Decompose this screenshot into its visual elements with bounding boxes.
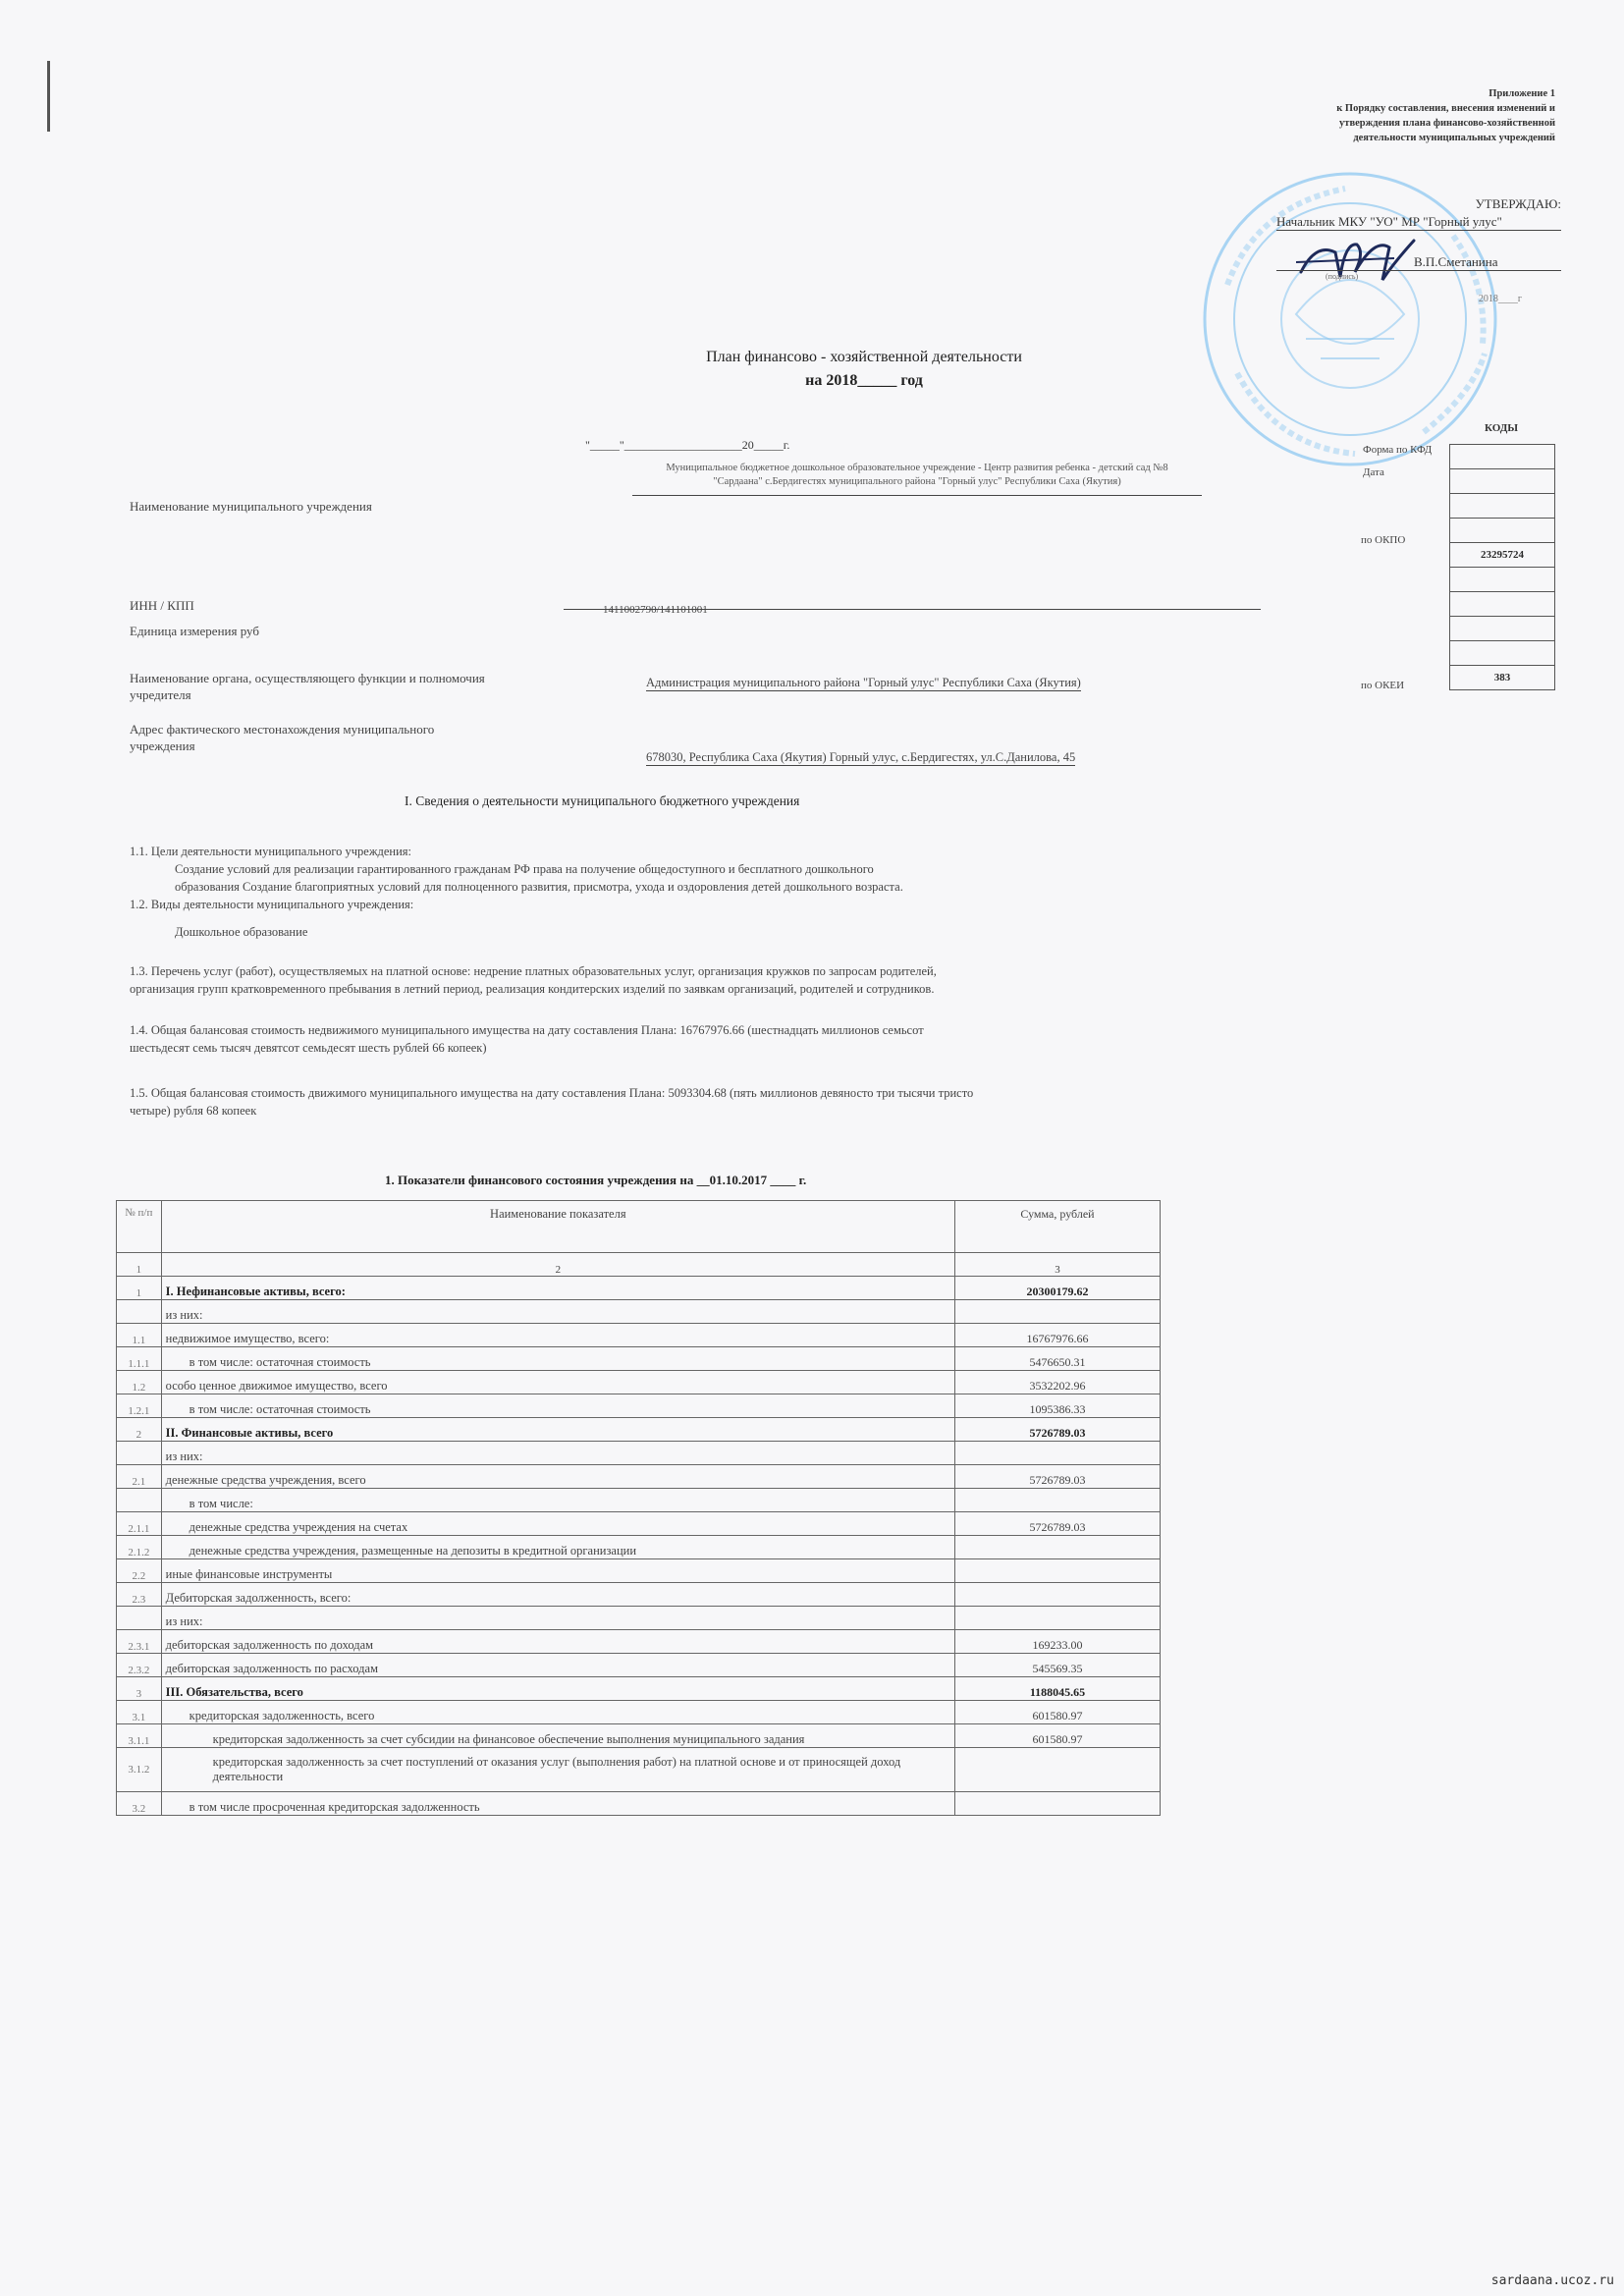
column-number: 1 [117, 1253, 162, 1277]
row-number: 3 [117, 1677, 162, 1701]
row-number: 3.1 [117, 1701, 162, 1724]
okei-label: по ОКЕИ [1361, 680, 1405, 691]
header-cell: Сумма, рублей [954, 1201, 1160, 1253]
founder-label-line: Наименование органа, осуществляющего функции и полномочия [130, 671, 485, 685]
codes-cell [1450, 469, 1555, 494]
header-cell: Наименование показателя [161, 1201, 954, 1253]
indicator-sum [954, 1792, 1160, 1816]
institution-line: "Сардаана" с.Бердигестях муниципального района "Горный улус" Республики Саха (Якутия) [713, 476, 1121, 487]
indicator-name: из них: [161, 1607, 954, 1630]
okpo-value: 23295724 [1450, 543, 1555, 568]
column-number: 3 [954, 1253, 1160, 1277]
table-row [117, 1630, 1161, 1654]
table-row [117, 1371, 1161, 1394]
row-number: 1.2.1 [117, 1394, 162, 1418]
founder-label-line: учредителя [130, 687, 191, 702]
indicator-name: дебиторская задолженность по расходам [161, 1654, 954, 1677]
indicator-sum: 5476650.31 [954, 1347, 1160, 1371]
table-title: 1. Показатели финансового состояния учреждения на __01.10.2017 ____ г. [385, 1173, 807, 1187]
table-row [117, 1300, 1161, 1324]
table-row [117, 1347, 1161, 1371]
codes-cell [1450, 519, 1555, 543]
paragraph-heading: 1.1. Цели деятельности муниципального учреждения: [130, 845, 411, 858]
indicator-name: в том числе: [161, 1489, 954, 1512]
indicator-name: Дебиторская задолженность, всего: [161, 1583, 954, 1607]
indicator-name: в том числе просроченная кредиторская задолженность [161, 1792, 954, 1816]
appendix-line: утверждения плана финансово-хозяйственной [1339, 118, 1555, 129]
row-number: 2.1.2 [117, 1536, 162, 1559]
column-number: 2 [161, 1253, 954, 1277]
institution-value [583, 462, 1251, 496]
paragraph-line: шестьдесят семь тысяч девятсот семьдесят шесть рублей 66 копеек) [130, 1041, 487, 1055]
table-row [117, 1559, 1161, 1583]
table-row [117, 1465, 1161, 1489]
indicator-sum: 3532202.96 [954, 1371, 1160, 1394]
approval-date: 2018____г [1478, 294, 1522, 304]
codes-cell [1450, 445, 1555, 469]
indicator-name: дебиторская задолженность по доходам [161, 1630, 954, 1654]
appendix-line: деятельности муниципальных учреждений [1353, 133, 1555, 143]
indicator-sum: 16767976.66 [954, 1324, 1160, 1347]
approval-position: Начальник МКУ "УО" МР "Горный улус" [1276, 214, 1561, 231]
approval-block [1276, 196, 1561, 304]
indicator-sum: 20300179.62 [954, 1277, 1160, 1300]
approval-heading: УТВЕРЖДАЮ: [1475, 196, 1561, 211]
financial-indicators-table [116, 1200, 1161, 1816]
paragraph-line: Создание условий для реализации гарантированного гражданам РФ права на получение общедоступного и бесплатного дошкольного [175, 862, 874, 876]
unit-label: Единица измерения руб [130, 624, 259, 638]
table-row [117, 1536, 1161, 1559]
approver-name: В.П.Сметанина [1414, 254, 1498, 269]
paragraph-line: 1.3. Перечень услуг (работ), осуществляемых на платной основе: недрение платных образовательных услуг, организация кружков по запросам родителей, [130, 964, 937, 978]
row-number: 1.1.1 [117, 1347, 162, 1371]
form-label: Форма по КФД [1363, 444, 1433, 456]
codes-cell [1450, 568, 1555, 592]
table-row [117, 1748, 1161, 1792]
row-number: 2.1 [117, 1465, 162, 1489]
codes-cell [1450, 617, 1555, 641]
table-row [117, 1677, 1161, 1701]
indicator-sum: 169233.00 [954, 1630, 1160, 1654]
paragraph-heading: 1.2. Виды деятельности муниципального учреждения: [130, 898, 414, 911]
table-row [117, 1724, 1161, 1748]
row-number [117, 1489, 162, 1512]
indicator-name: денежные средства учреждения, размещенные на депозиты в кредитной организации [161, 1536, 954, 1559]
indicator-name: I. Нефинансовые активы, всего: [161, 1277, 954, 1300]
paragraph-line: образования Создание благоприятных условий для полноценного развития, присмотра, ухода и оздоровления детей дошкольного возраста. [175, 880, 903, 894]
page-title [550, 346, 1178, 393]
institution-line: Муниципальное бюджетное дошкольное образовательное учреждение - Центр развития ребенка - детский сад №8 [666, 463, 1168, 473]
signature-row [1276, 243, 1561, 294]
indicator-name: из них: [161, 1300, 954, 1324]
table-row [117, 1277, 1161, 1300]
row-number: 2.3.2 [117, 1654, 162, 1677]
table-row [117, 1792, 1161, 1816]
title-line: План финансово - хозяйственной деятельности [706, 349, 1022, 365]
row-number [117, 1442, 162, 1465]
table-row [117, 1489, 1161, 1512]
section-title: I. Сведения о деятельности муниципального бюджетного учреждения [405, 793, 800, 808]
row-number: 3.1.2 [117, 1748, 162, 1792]
indicator-sum: 1095386.33 [954, 1394, 1160, 1418]
paragraph-line: 1.5. Общая балансовая стоимость движимого муниципального имущества на дату составления Плана: 5093304.68 (пять миллионов девяносто три тысячи тристо [130, 1086, 974, 1100]
appendix-line: к Порядку составления, внесения изменений и [1336, 103, 1555, 114]
indicator-name: III. Обязательства, всего [161, 1677, 954, 1701]
address-label [130, 721, 434, 754]
table-row [117, 1394, 1161, 1418]
institution-label: Наименование муниципального учреждения [130, 499, 372, 514]
indicator-sum: 5726789.03 [954, 1418, 1160, 1442]
title-year: на 2018_____ год [805, 372, 923, 389]
indicator-sum [954, 1442, 1160, 1465]
indicator-sum [954, 1583, 1160, 1607]
header-cell: № п/п [117, 1201, 162, 1253]
indicator-name: недвижимое имущество, всего: [161, 1324, 954, 1347]
codes-cell [1450, 592, 1555, 617]
row-number: 1.1 [117, 1324, 162, 1347]
row-number: 3.1.1 [117, 1724, 162, 1748]
indicator-name: особо ценное движимое имущество, всего [161, 1371, 954, 1394]
founder-label [130, 670, 485, 703]
paragraph-line: 1.4. Общая балансовая стоимость недвижимого муниципального имущества на дату составления Плана: 16767976.66 (шестнадцать миллионов семьсот [130, 1023, 924, 1037]
codes-cell [1450, 494, 1555, 519]
table-row [117, 1583, 1161, 1607]
codes-cell [1450, 641, 1555, 666]
okei-value: 383 [1450, 666, 1555, 690]
indicator-name: из них: [161, 1442, 954, 1465]
row-number: 1 [117, 1277, 162, 1300]
indicator-sum: 601580.97 [954, 1724, 1160, 1748]
indicator-sum: 601580.97 [954, 1701, 1160, 1724]
table-row [117, 1418, 1161, 1442]
table-row [117, 1324, 1161, 1347]
indicator-sum [954, 1300, 1160, 1324]
indicator-sum [954, 1748, 1160, 1792]
table-row [117, 1654, 1161, 1677]
table-row [117, 1512, 1161, 1536]
appendix-reference [1336, 86, 1555, 145]
row-number: 2.1.1 [117, 1512, 162, 1536]
appendix-title: Приложение 1 [1489, 88, 1555, 99]
indicator-name: денежные средства учреждения на счетах [161, 1512, 954, 1536]
inn-label: ИНН / КПП [130, 598, 194, 613]
codes-table [1449, 444, 1555, 690]
codes-header: КОДЫ [1485, 422, 1519, 434]
row-number: 1.2 [117, 1371, 162, 1394]
section-body [130, 843, 1190, 1120]
indicator-name: в том числе: остаточная стоимость [161, 1394, 954, 1418]
row-number: 3.2 [117, 1792, 162, 1816]
indicator-name: кредиторская задолженность за счет субсидии на финансовое обеспечение выполнения муниципального задания [161, 1724, 954, 1748]
row-number: 2.3 [117, 1583, 162, 1607]
row-number: 2.3.1 [117, 1630, 162, 1654]
signature-caption: (подпись) [1326, 272, 1359, 281]
site-watermark: sardaana.ucoz.ru [1490, 2273, 1614, 2288]
indicator-name: иные финансовые инструменты [161, 1559, 954, 1583]
date-label: Дата [1363, 466, 1384, 478]
scan-edge-mark [47, 61, 50, 132]
handwritten-signature [1296, 233, 1424, 292]
address-value: 678030, Республика Саха (Якутия) Горный улус, с.Бердигестях, ул.С.Данилова, 45 [646, 750, 1076, 764]
indicator-sum: 5726789.03 [954, 1465, 1160, 1489]
indicator-name: II. Финансовые активы, всего [161, 1418, 954, 1442]
document-date: "_____"____________________20_____г. [585, 438, 790, 452]
indicator-name: в том числе: остаточная стоимость [161, 1347, 954, 1371]
address-label-line: Адрес фактического местонахождения муниципального [130, 722, 435, 737]
table-row [117, 1607, 1161, 1630]
indicator-sum: 545569.35 [954, 1654, 1160, 1677]
row-number [117, 1300, 162, 1324]
indicator-name: денежные средства учреждения, всего [161, 1465, 954, 1489]
row-number: 2 [117, 1418, 162, 1442]
paragraph-line: организация групп кратковременного пребывания в летний период, реализация кондитерских изделий по заявкам организаций, родителей и сотрудников. [130, 982, 935, 996]
indicator-name: кредиторская задолженность, всего [161, 1701, 954, 1724]
indicator-sum: 1188045.65 [954, 1677, 1160, 1701]
table-row [117, 1442, 1161, 1465]
row-number: 2.2 [117, 1559, 162, 1583]
indicator-sum [954, 1559, 1160, 1583]
inn-value: 1411002790/141101001 [603, 604, 708, 616]
address-label-line: учреждения [130, 738, 195, 753]
indicator-sum [954, 1607, 1160, 1630]
paragraph-line: Дошкольное образование [175, 925, 308, 939]
row-number [117, 1607, 162, 1630]
founder-value: Администрация муниципального района "Горный улус" Республики Саха (Якутия) [646, 676, 1081, 689]
indicator-name: кредиторская задолженность за счет поступлений от оказания услуг (выполнения работ) на платной основе и от приносящей доход деятельности [161, 1748, 954, 1792]
indicator-sum [954, 1489, 1160, 1512]
paragraph-line: четыре) рубля 68 копеек [130, 1104, 257, 1118]
indicator-sum [954, 1536, 1160, 1559]
table-row [117, 1701, 1161, 1724]
okpo-label: по ОКПО [1361, 534, 1406, 546]
indicator-sum: 5726789.03 [954, 1512, 1160, 1536]
